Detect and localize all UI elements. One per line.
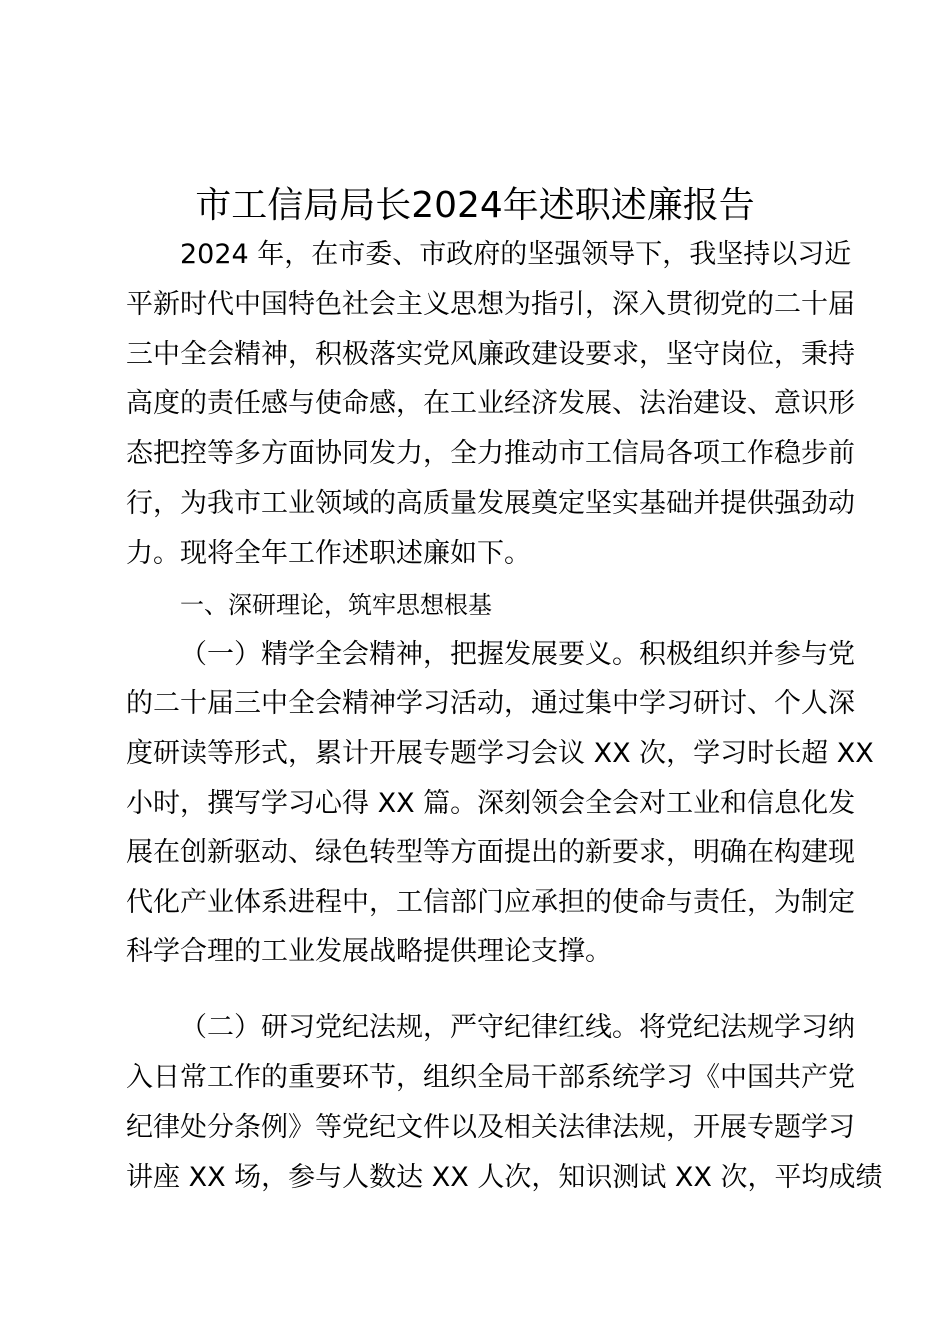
intro-line-4: 高度的责任感与使命感，在工业经济发展、法治建设、意识形 bbox=[126, 388, 855, 419]
intro-line-5: 态把控等多方面协同发力，全力推动市工信局各项工作稳步前 bbox=[126, 438, 855, 469]
section-heading-1: 一、深研理论，筑牢思想根基 bbox=[180, 591, 492, 619]
sub1-line-7: 科学合理的工业发展战略提供理论支撑。 bbox=[126, 936, 612, 967]
intro-line-1: 2024 年，在市委、市政府的坚强领导下，我坚持以习近 bbox=[180, 239, 852, 270]
sub1-line-6: 代化产业体系进程中，工信部门应承担的使命与责任，为制定 bbox=[126, 887, 855, 918]
sub1-line-5: 展在创新驱动、绿色转型等方面提出的新要求，明确在构建现 bbox=[126, 837, 855, 868]
sub1-line-1: （一）精学全会精神，把握发展要义。积极组织并参与党 bbox=[180, 639, 855, 670]
sub2-line-3: 纪律处分条例》等党纪文件以及相关法律法规，开展专题学习 bbox=[126, 1112, 855, 1143]
document-title: 市工信局局长2024年述职述廉报告 bbox=[195, 185, 755, 226]
sub2-line-1: （二）研习党纪法规，严守纪律红线。将党纪法规学习纳 bbox=[180, 1012, 855, 1043]
sub1-line-4: 小时，撰写学习心得 XX 篇。深刻领会全会对工业和信息化发 bbox=[126, 788, 856, 819]
sub1-line-3: 度研读等形式，累计开展专题学习会议 XX 次，学习时长超 XX bbox=[126, 738, 874, 769]
intro-line-7: 力。现将全年工作述职述廉如下。 bbox=[126, 538, 531, 569]
sub2-line-4: 讲座 XX 场，参与人数达 XX 人次，知识测试 XX 次，平均成绩 bbox=[126, 1162, 883, 1193]
intro-line-6: 行，为我市工业领域的高质量发展奠定坚实基础并提供强劲动 bbox=[126, 488, 855, 519]
sub2-line-2: 入日常工作的重要环节，组织全局干部系统学习《中国共产党 bbox=[126, 1062, 855, 1093]
sub1-line-2: 的二十届三中全会精神学习活动，通过集中学习研讨、个人深 bbox=[126, 688, 855, 719]
intro-line-2: 平新时代中国特色社会主义思想为指引，深入贯彻党的二十届 bbox=[126, 289, 855, 320]
intro-line-3: 三中全会精神，积极落实党风廉政建设要求，坚守岗位，秉持 bbox=[126, 339, 855, 370]
